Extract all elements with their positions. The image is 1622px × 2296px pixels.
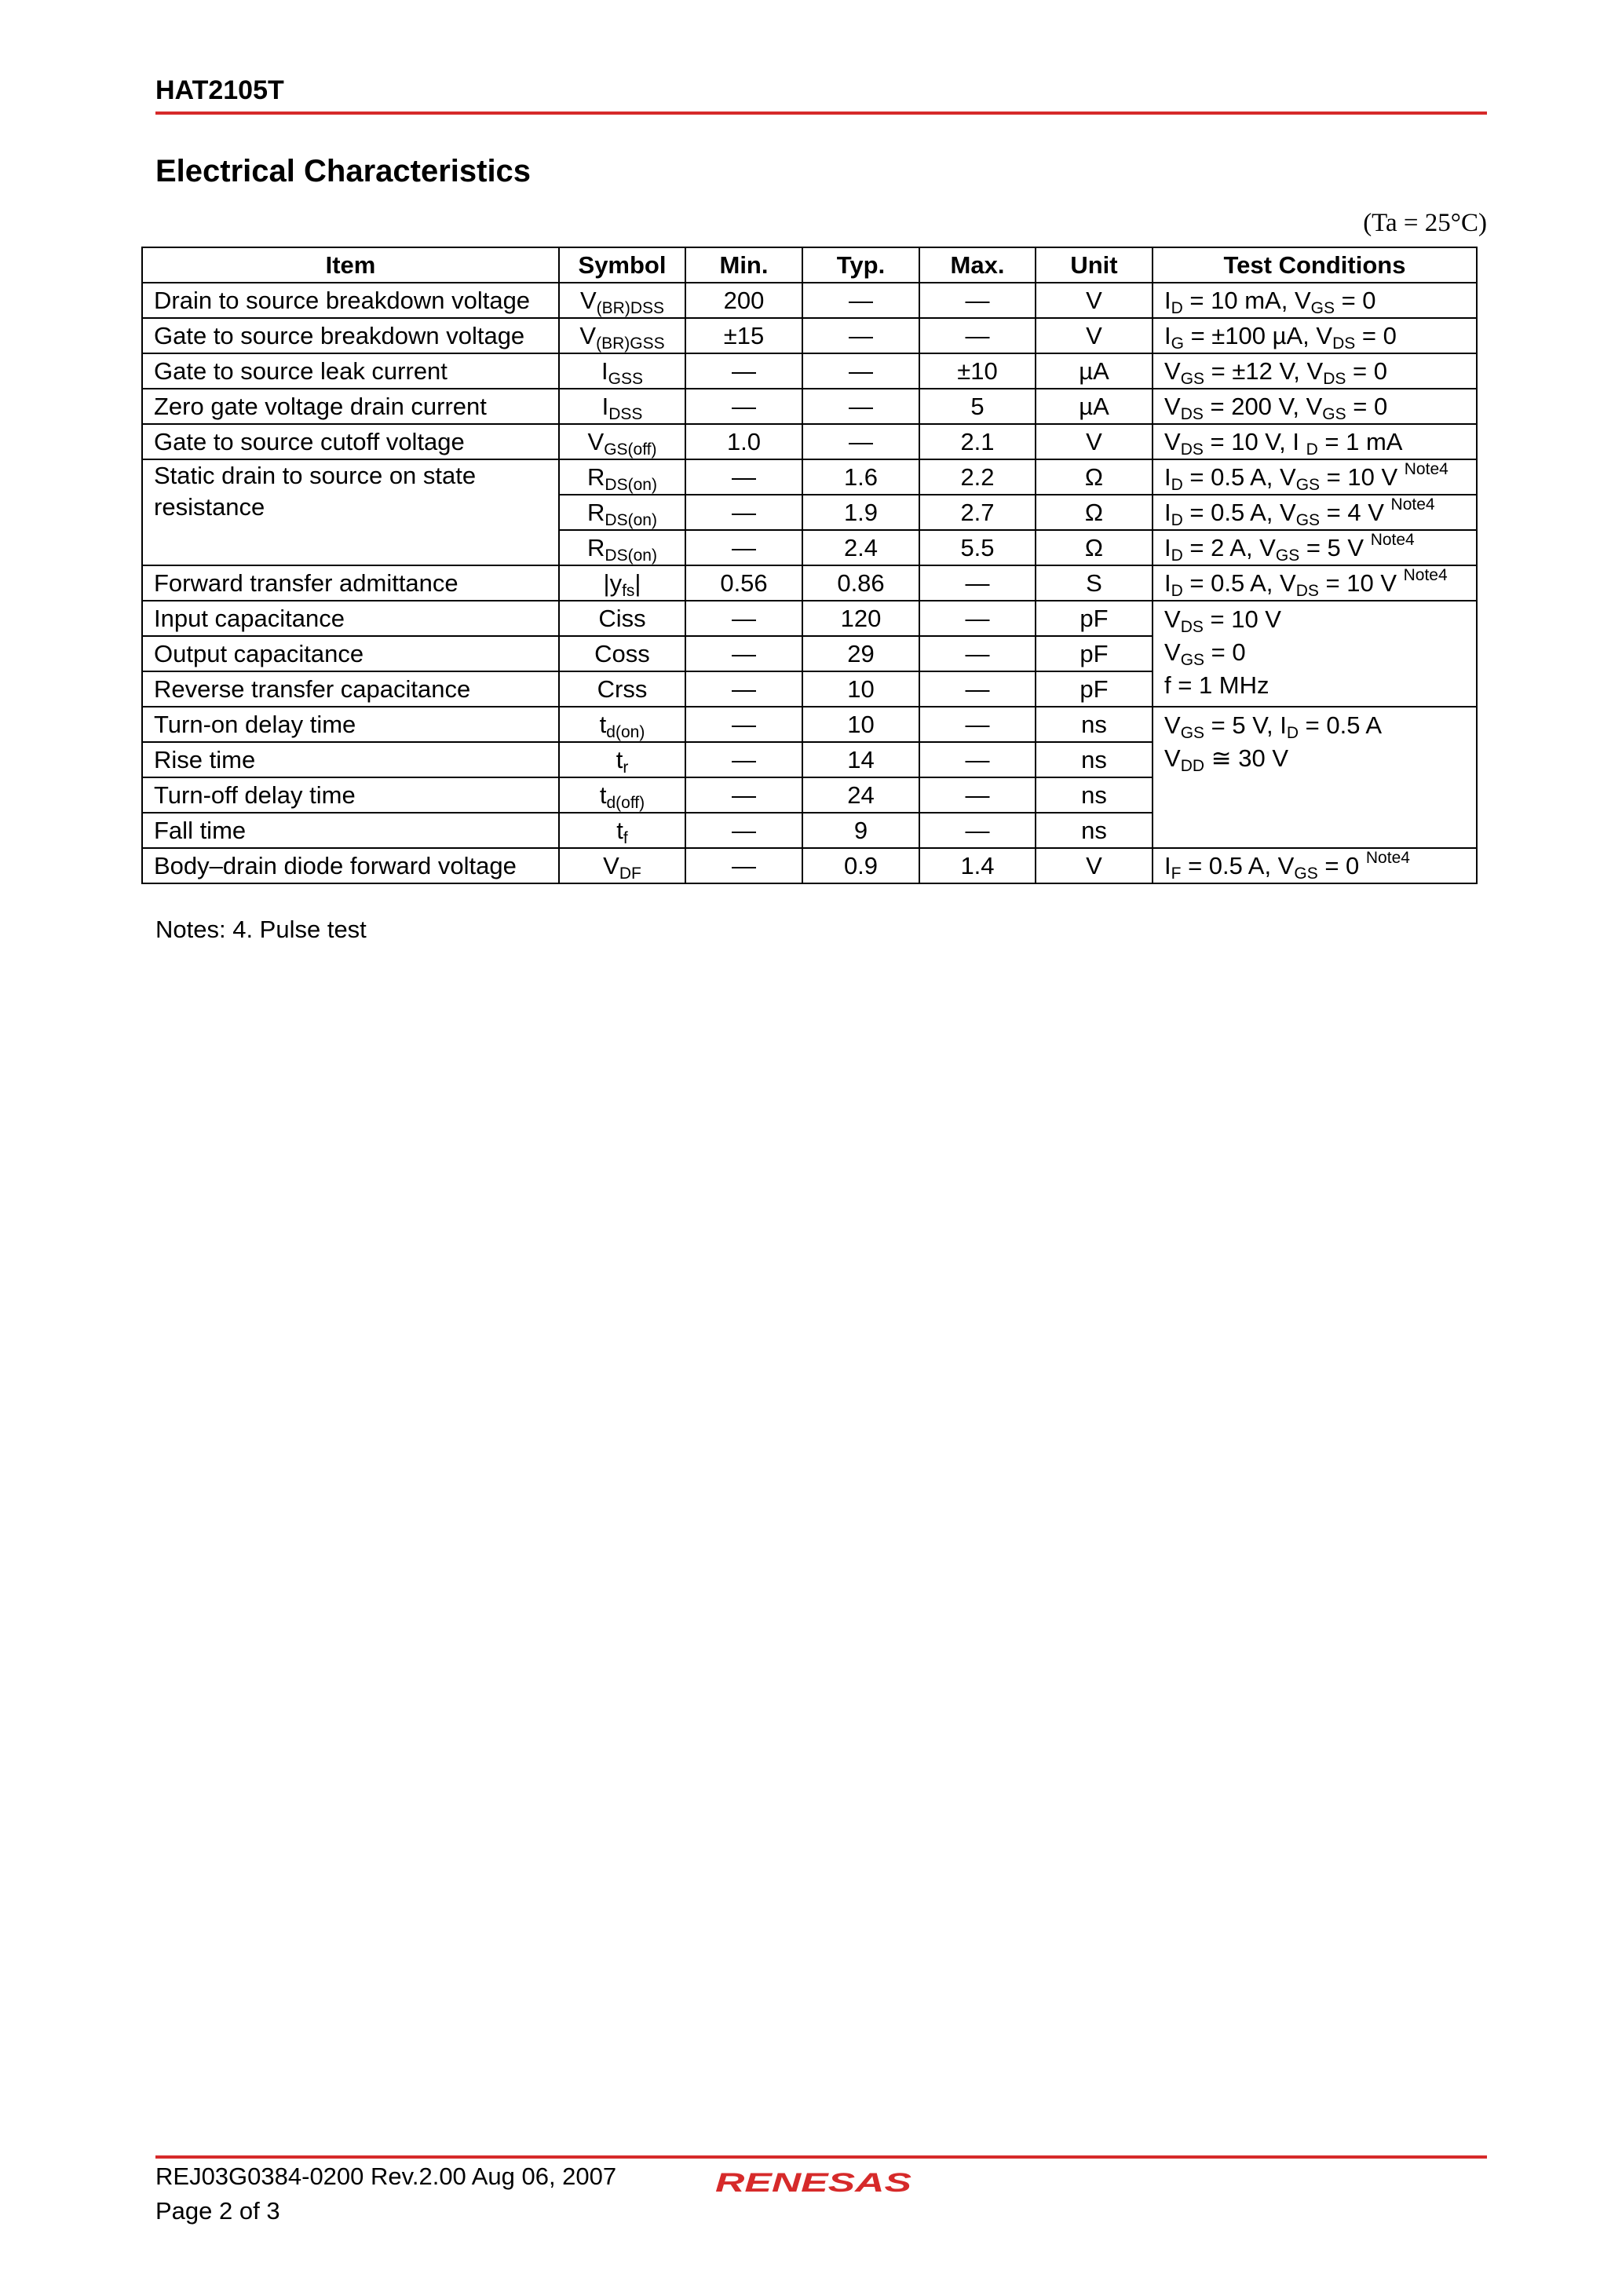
test-condition-cell bbox=[1153, 318, 1477, 353]
min-cell: — bbox=[685, 707, 802, 742]
max-cell: — bbox=[919, 671, 1036, 707]
condition-subscript: DS bbox=[1180, 618, 1204, 636]
unit-cell: V bbox=[1036, 424, 1153, 459]
symbol-main: V bbox=[579, 321, 597, 349]
condition-text: = 10 V bbox=[1203, 605, 1281, 633]
min-cell: 0.56 bbox=[685, 565, 802, 601]
table-row bbox=[142, 389, 1477, 424]
unit-cell: Ω bbox=[1036, 495, 1153, 530]
symbol-cell bbox=[559, 848, 685, 883]
max-cell: 5 bbox=[919, 389, 1036, 424]
item-cell: Drain to source breakdown voltage bbox=[142, 283, 559, 318]
test-condition-cell bbox=[1153, 283, 1477, 318]
condition-text: = 10 V, I bbox=[1203, 427, 1306, 455]
item-cell: Body–drain diode forward voltage bbox=[142, 848, 559, 883]
header-max: Max. bbox=[919, 247, 1036, 283]
condition-text: I bbox=[1164, 321, 1171, 349]
max-cell: 2.7 bbox=[919, 495, 1036, 530]
symbol-subscript: DS(on) bbox=[605, 510, 657, 529]
item-cell: Output capacitance bbox=[142, 636, 559, 671]
max-cell: 1.4 bbox=[919, 848, 1036, 883]
item-cell: Gate to source cutoff voltage bbox=[142, 424, 559, 459]
item-cell: Zero gate voltage drain current bbox=[142, 389, 559, 424]
header-typ: Typ. bbox=[802, 247, 919, 283]
symbol-subscript: DF bbox=[619, 864, 641, 883]
condition-subscript: D bbox=[1171, 581, 1183, 600]
symbol-main: |y bbox=[603, 569, 623, 597]
condition-text: I bbox=[1164, 286, 1171, 314]
condition-text: = 200 V, V bbox=[1203, 392, 1323, 420]
symbol-cell bbox=[559, 459, 685, 495]
condition-line bbox=[1164, 742, 1465, 775]
unit-cell: pF bbox=[1036, 671, 1153, 707]
condition-text: = 10 mA, V bbox=[1182, 286, 1311, 314]
condition-subscript: DS bbox=[1323, 369, 1346, 388]
note-reference: Note4 bbox=[1404, 459, 1448, 478]
condition-line bbox=[1164, 709, 1465, 742]
symbol-subscript: d(on) bbox=[606, 722, 645, 741]
unit-cell: pF bbox=[1036, 636, 1153, 671]
symbol-main: V bbox=[603, 851, 619, 879]
symbol-main: R bbox=[587, 462, 605, 491]
test-condition-cell bbox=[1153, 530, 1477, 565]
condition-subscript: GS bbox=[1294, 864, 1318, 883]
symbol-subscript: GSS bbox=[608, 369, 643, 388]
condition-text: V bbox=[1164, 711, 1181, 739]
item-cell: Input capacitance bbox=[142, 601, 559, 636]
table-row bbox=[142, 459, 1477, 495]
test-condition-cell bbox=[1153, 848, 1477, 883]
unit-cell: V bbox=[1036, 283, 1153, 318]
test-condition-cell bbox=[1153, 389, 1477, 424]
min-cell: ±15 bbox=[685, 318, 802, 353]
max-cell: 2.2 bbox=[919, 459, 1036, 495]
unit-cell: V bbox=[1036, 318, 1153, 353]
typ-cell: — bbox=[802, 283, 919, 318]
symbol-subscript: DSS bbox=[608, 404, 643, 423]
unit-cell: Ω bbox=[1036, 459, 1153, 495]
max-cell: — bbox=[919, 601, 1036, 636]
item-cell: Rise time bbox=[142, 742, 559, 777]
item-cell: Gate to source breakdown voltage bbox=[142, 318, 559, 353]
condition-subscript: GS bbox=[1180, 724, 1205, 742]
typ-cell: 29 bbox=[802, 636, 919, 671]
symbol-cell bbox=[559, 636, 685, 671]
condition-text: V bbox=[1164, 356, 1181, 385]
symbol-cell bbox=[559, 530, 685, 565]
condition-text: I bbox=[1164, 462, 1171, 491]
min-cell: — bbox=[685, 813, 802, 848]
condition-text: I bbox=[1164, 569, 1171, 597]
min-cell: 1.0 bbox=[685, 424, 802, 459]
condition-text: V bbox=[1164, 427, 1181, 455]
condition-subscript: GS bbox=[1180, 369, 1205, 388]
condition-subscript: DS bbox=[1180, 404, 1204, 423]
symbol-subscript: (BR)DSS bbox=[596, 298, 665, 317]
symbol-subscript: GS(off) bbox=[604, 440, 657, 459]
symbol-main: t bbox=[616, 745, 623, 773]
typ-cell: — bbox=[802, 318, 919, 353]
min-cell: — bbox=[685, 495, 802, 530]
condition-subscript: GS bbox=[1310, 298, 1335, 317]
condition-subscript: GS bbox=[1295, 475, 1321, 494]
table-row bbox=[142, 565, 1477, 601]
condition-subscript: D bbox=[1286, 724, 1299, 742]
max-cell: — bbox=[919, 742, 1036, 777]
typ-cell: 2.4 bbox=[802, 530, 919, 565]
condition-subscript: DS bbox=[1332, 334, 1356, 353]
min-cell: — bbox=[685, 530, 802, 565]
condition-subscript: GS bbox=[1180, 651, 1205, 669]
table-row bbox=[142, 601, 1477, 636]
table-row bbox=[142, 353, 1477, 389]
condition-subscript: D bbox=[1171, 546, 1183, 565]
symbol-cell bbox=[559, 742, 685, 777]
condition-text: = ±12 V, V bbox=[1204, 356, 1324, 385]
test-condition-cell bbox=[1153, 495, 1477, 530]
symbol-cell bbox=[559, 813, 685, 848]
condition-line bbox=[1164, 603, 1465, 636]
switching-conditions-cell bbox=[1153, 707, 1477, 848]
symbol-main: Ciss bbox=[598, 604, 646, 632]
header-symbol: Symbol bbox=[559, 247, 685, 283]
max-cell: 2.1 bbox=[919, 424, 1036, 459]
max-cell: — bbox=[919, 636, 1036, 671]
ambient-condition: (Ta = 25°C) bbox=[1363, 209, 1487, 237]
typ-cell: 120 bbox=[802, 601, 919, 636]
condition-text: V bbox=[1164, 392, 1181, 420]
min-cell: — bbox=[685, 848, 802, 883]
max-cell: — bbox=[919, 283, 1036, 318]
symbol-cell bbox=[559, 565, 685, 601]
unit-cell: ns bbox=[1036, 742, 1153, 777]
condition-text: ≅ 30 V bbox=[1204, 744, 1289, 772]
item-cell: Gate to source leak current bbox=[142, 353, 559, 389]
condition-text: = 0 bbox=[1346, 356, 1387, 385]
max-cell: — bbox=[919, 318, 1036, 353]
header-test-conditions: Test Conditions bbox=[1153, 247, 1477, 283]
unit-cell: ns bbox=[1036, 707, 1153, 742]
condition-text: = 2 A, V bbox=[1182, 533, 1276, 561]
unit-cell: V bbox=[1036, 848, 1153, 883]
note-reference: Note4 bbox=[1370, 530, 1415, 549]
symbol-main: V bbox=[579, 286, 597, 314]
symbol-cell bbox=[559, 389, 685, 424]
symbol-cell bbox=[559, 424, 685, 459]
max-cell: — bbox=[919, 565, 1036, 601]
header-min: Min. bbox=[685, 247, 802, 283]
symbol-main: V bbox=[587, 427, 605, 455]
symbol-suffix: | bbox=[634, 569, 641, 597]
typ-cell: 9 bbox=[802, 813, 919, 848]
header-unit: Unit bbox=[1036, 247, 1153, 283]
min-cell: — bbox=[685, 777, 802, 813]
condition-subscript: DS bbox=[1295, 581, 1319, 600]
typ-cell: — bbox=[802, 389, 919, 424]
condition-text: = 10 V bbox=[1320, 462, 1405, 491]
unit-cell: S bbox=[1036, 565, 1153, 601]
condition-text: f = 1 MHz bbox=[1164, 671, 1269, 699]
symbol-cell bbox=[559, 707, 685, 742]
max-cell: — bbox=[919, 813, 1036, 848]
condition-text: = 0.5 A, V bbox=[1182, 569, 1296, 597]
unit-cell: Ω bbox=[1036, 530, 1153, 565]
symbol-subscript: d(off) bbox=[606, 793, 645, 812]
min-cell: — bbox=[685, 636, 802, 671]
symbol-main: R bbox=[587, 498, 605, 526]
condition-text: V bbox=[1164, 638, 1181, 666]
condition-text: = 0.5 A, V bbox=[1182, 462, 1296, 491]
typ-cell: — bbox=[802, 353, 919, 389]
typ-cell: 10 bbox=[802, 671, 919, 707]
item-cell: Static drain to source on state resistance bbox=[142, 459, 559, 565]
item-cell: Turn-off delay time bbox=[142, 777, 559, 813]
condition-text: = 0 bbox=[1346, 392, 1388, 420]
header-item: Item bbox=[142, 247, 559, 283]
condition-subscript: D bbox=[1306, 440, 1318, 459]
symbol-cell bbox=[559, 318, 685, 353]
typ-cell: 0.86 bbox=[802, 565, 919, 601]
typ-cell: 1.9 bbox=[802, 495, 919, 530]
capacitance-conditions-cell bbox=[1153, 601, 1477, 707]
condition-text: = 0 bbox=[1317, 851, 1366, 879]
min-cell: — bbox=[685, 459, 802, 495]
test-condition-cell bbox=[1153, 353, 1477, 389]
condition-line bbox=[1164, 669, 1465, 702]
min-cell: — bbox=[685, 671, 802, 707]
condition-subscript: GS bbox=[1322, 404, 1346, 423]
condition-text: = ±100 µA, V bbox=[1183, 321, 1333, 349]
condition-text: I bbox=[1164, 533, 1171, 561]
table-row bbox=[142, 318, 1477, 353]
renesas-logo bbox=[713, 2168, 914, 2196]
condition-text: = 5 V, I bbox=[1204, 711, 1287, 739]
symbol-cell bbox=[559, 495, 685, 530]
part-number: HAT2105T bbox=[155, 75, 284, 105]
condition-text: I bbox=[1164, 851, 1171, 879]
test-condition-cell bbox=[1153, 459, 1477, 495]
condition-text: I bbox=[1164, 498, 1171, 526]
item-cell: Forward transfer admittance bbox=[142, 565, 559, 601]
condition-text: = 0.5 A bbox=[1299, 711, 1383, 739]
symbol-cell bbox=[559, 671, 685, 707]
min-cell: — bbox=[685, 353, 802, 389]
typ-cell: 0.9 bbox=[802, 848, 919, 883]
unit-cell: ns bbox=[1036, 813, 1153, 848]
typ-cell: — bbox=[802, 424, 919, 459]
symbol-cell bbox=[559, 353, 685, 389]
condition-subscript: D bbox=[1171, 510, 1183, 529]
electrical-characteristics-table bbox=[141, 247, 1478, 884]
symbol-subscript: (BR)GSS bbox=[596, 334, 665, 353]
table-row bbox=[142, 707, 1477, 742]
max-cell: — bbox=[919, 777, 1036, 813]
item-cell: Fall time bbox=[142, 813, 559, 848]
symbol-cell bbox=[559, 777, 685, 813]
unit-cell: µA bbox=[1036, 353, 1153, 389]
footer-divider bbox=[155, 2155, 1487, 2159]
condition-subscript: D bbox=[1171, 475, 1183, 494]
condition-subscript: GS bbox=[1295, 510, 1321, 529]
max-cell: 5.5 bbox=[919, 530, 1036, 565]
symbol-subscript: f bbox=[623, 828, 628, 847]
typ-cell: 10 bbox=[802, 707, 919, 742]
typ-cell: 14 bbox=[802, 742, 919, 777]
note-reference: Note4 bbox=[1365, 848, 1410, 867]
unit-cell: ns bbox=[1036, 777, 1153, 813]
condition-text: = 10 V bbox=[1318, 569, 1404, 597]
condition-line bbox=[1164, 636, 1465, 669]
symbol-cell bbox=[559, 601, 685, 636]
condition-subscript: F bbox=[1171, 864, 1182, 883]
section-title: Electrical Characteristics bbox=[155, 154, 532, 188]
min-cell: — bbox=[685, 389, 802, 424]
condition-subscript: G bbox=[1171, 334, 1184, 353]
item-cell: Reverse transfer capacitance bbox=[142, 671, 559, 707]
min-cell: — bbox=[685, 601, 802, 636]
symbol-main: t bbox=[599, 781, 607, 809]
document-reference: REJ03G0384-0200 Rev.2.00 Aug 06, 2007 bbox=[155, 2163, 617, 2190]
symbol-main: Crss bbox=[597, 675, 648, 703]
max-cell: — bbox=[919, 707, 1036, 742]
min-cell: 200 bbox=[685, 283, 802, 318]
item-cell: Turn-on delay time bbox=[142, 707, 559, 742]
symbol-subscript: r bbox=[623, 758, 629, 777]
symbol-main: t bbox=[616, 816, 623, 844]
symbol-main: I bbox=[601, 356, 608, 385]
typ-cell: 24 bbox=[802, 777, 919, 813]
table-header-row bbox=[142, 247, 1477, 283]
condition-text: = 0.5 A, V bbox=[1182, 498, 1296, 526]
condition-text: V bbox=[1164, 744, 1181, 772]
condition-subscript: D bbox=[1171, 298, 1183, 317]
note-reference: Note4 bbox=[1390, 495, 1435, 514]
typ-cell: 1.6 bbox=[802, 459, 919, 495]
symbol-cell bbox=[559, 283, 685, 318]
condition-text: = 0 bbox=[1355, 321, 1397, 349]
condition-text: = 0.5 A, V bbox=[1181, 851, 1295, 879]
table-row bbox=[142, 283, 1477, 318]
notes: Notes: 4. Pulse test bbox=[155, 916, 367, 943]
condition-text: V bbox=[1164, 605, 1181, 633]
logo-wordmark: RENESAS bbox=[715, 2168, 912, 2196]
symbol-subscript: DS(on) bbox=[605, 546, 657, 565]
note-reference: Note4 bbox=[1403, 565, 1448, 584]
test-condition-cell bbox=[1153, 424, 1477, 459]
header-divider bbox=[155, 112, 1487, 115]
max-cell: ±10 bbox=[919, 353, 1036, 389]
symbol-main: Coss bbox=[594, 639, 650, 667]
table-row bbox=[142, 424, 1477, 459]
unit-cell: µA bbox=[1036, 389, 1153, 424]
condition-text: = 0 bbox=[1334, 286, 1376, 314]
page-number: Page 2 of 3 bbox=[155, 2197, 280, 2225]
condition-subscript: DD bbox=[1180, 757, 1205, 775]
condition-text: = 0 bbox=[1204, 638, 1246, 666]
condition-subscript: GS bbox=[1275, 546, 1300, 565]
symbol-subscript: fs bbox=[622, 581, 635, 600]
min-cell: — bbox=[685, 742, 802, 777]
test-condition-cell bbox=[1153, 565, 1477, 601]
unit-cell: pF bbox=[1036, 601, 1153, 636]
symbol-main: t bbox=[599, 710, 607, 738]
table-row bbox=[142, 848, 1477, 883]
condition-subscript: DS bbox=[1180, 440, 1204, 459]
symbol-main: R bbox=[587, 533, 605, 561]
condition-text: = 5 V bbox=[1299, 533, 1371, 561]
symbol-main: I bbox=[601, 392, 609, 420]
condition-text: = 1 mA bbox=[1317, 427, 1403, 455]
symbol-subscript: DS(on) bbox=[605, 475, 657, 494]
condition-text: = 4 V bbox=[1320, 498, 1391, 526]
